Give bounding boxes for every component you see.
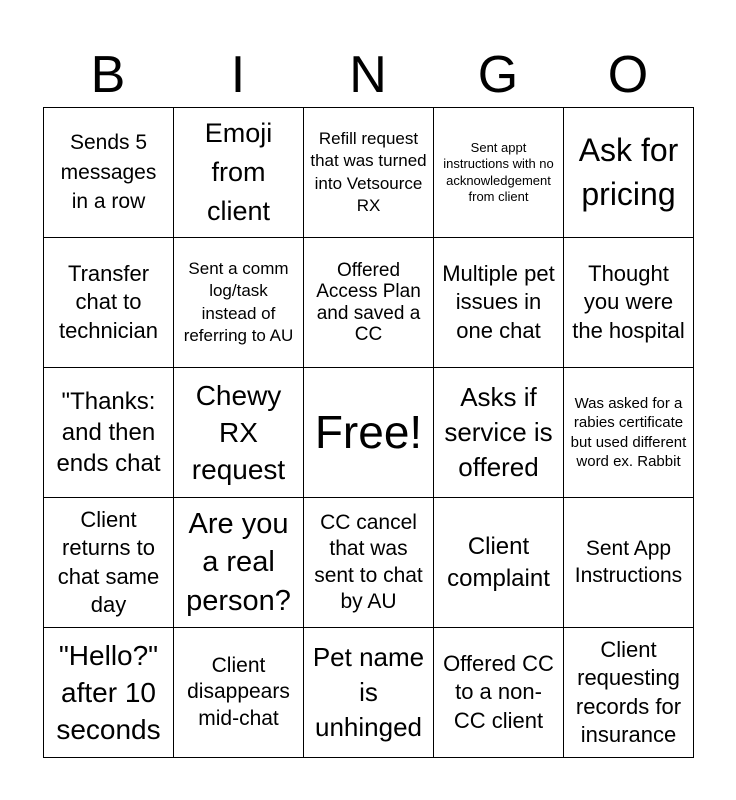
bingo-header <box>43 46 693 104</box>
bingo-cell[interactable]: Offered Access Plan and saved a CC <box>304 238 434 368</box>
bingo-cell[interactable]: Chewy RX request <box>174 368 304 498</box>
bingo-cell[interactable]: Ask for pricing <box>564 108 694 238</box>
header-letter-i: I <box>230 46 246 104</box>
bingo-cell[interactable]: Client returns to chat same day <box>44 498 174 628</box>
bingo-cell[interactable]: "Thanks: and then ends chat <box>44 368 174 498</box>
bingo-cell[interactable]: "Hello?" after 10 seconds <box>44 628 174 758</box>
bingo-cell[interactable]: Sent App Instructions <box>564 498 694 628</box>
bingo-cell[interactable]: Sent appt instructions with no acknowledgement from client <box>434 108 564 238</box>
bingo-cell[interactable]: Client disappears mid-chat <box>174 628 304 758</box>
bingo-cell[interactable]: Client requesting records for insurance <box>564 628 694 758</box>
bingo-cell[interactable]: CC cancel that was sent to chat by AU <box>304 498 434 628</box>
bingo-cell[interactable]: Client complaint <box>434 498 564 628</box>
bingo-cell[interactable]: Was asked for a rabies certificate but used different word ex. Rabbit <box>564 368 694 498</box>
bingo-cell[interactable]: Asks if service is offered <box>434 368 564 498</box>
bingo-cell[interactable]: Multiple pet issues in one chat <box>434 238 564 368</box>
bingo-cell[interactable]: Are you a real person? <box>174 498 304 628</box>
header-letter-g: G <box>477 46 519 104</box>
bingo-cell[interactable]: Refill request that was turned into Vetsource RX <box>304 108 434 238</box>
header-letter-n: N <box>349 46 387 104</box>
bingo-cell[interactable]: Transfer chat to technician <box>44 238 174 368</box>
header-letter-b: B <box>90 46 126 104</box>
bingo-board <box>43 107 694 758</box>
bingo-cell[interactable]: Thought you were the hospital <box>564 238 694 368</box>
bingo-cell[interactable]: Pet name is unhinged <box>304 628 434 758</box>
bingo-cell-free[interactable]: Free! <box>304 368 434 498</box>
header-letter-o: O <box>607 46 649 104</box>
bingo-cell[interactable]: Emoji from client <box>174 108 304 238</box>
bingo-cell[interactable]: Sent a comm log/task instead of referring to AU <box>174 238 304 368</box>
bingo-cell[interactable]: Sends 5 messages in a row <box>44 108 174 238</box>
bingo-cell[interactable]: Offered CC to a non-CC client <box>434 628 564 758</box>
